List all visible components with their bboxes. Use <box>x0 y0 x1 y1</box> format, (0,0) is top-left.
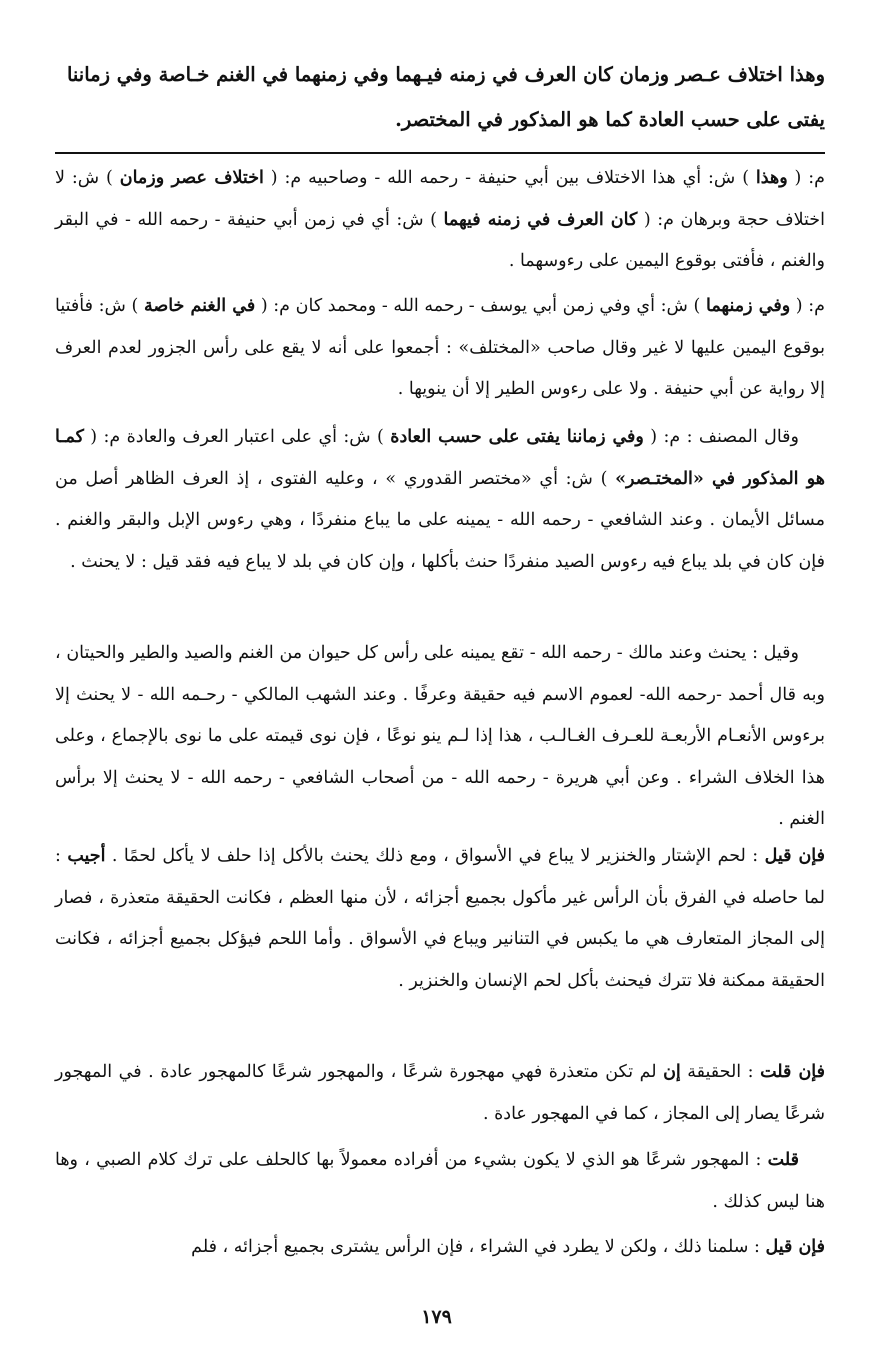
text-segment: لم تكن متعذرة فهي مهجورة شرعًا ، والمهجور شرعًا كالمهجور عادة . في المهجور شرعًا يصار إلى المجاز ، كما في المهجور عادة . <box>55 1062 825 1124</box>
bold-phrase: كمـا هو المذكور في «المختـصر» <box>55 427 825 489</box>
matn-line-2: يفتى على حسب العادة كما هو المذكور في المختصر. <box>395 108 825 131</box>
matn-text <box>55 52 825 142</box>
bold-phrase: فإن قيل <box>765 1237 825 1257</box>
text-segment: وقيل : يحنث وعند مالك - رحمه الله - تقع يمينه على رأس كل حيوان من الغنم والصيد والطير والحيتان ، وبه قال أحمد -رحمه الله- لعموم الاسم فيه حقيقة وعرفًا . وعند الشهب المالكي - رحـمه الله - لا يحنث إلا برءوس الأنعـام الأربعـة للعـرف الغـالـب ، هذا إذا لـم ينو نوعًا ، فإن نوى قيمته على ما نوى بالإجماع ، وعلى هذا الخلاف الشراء . وعن أبي هريرة - رحمه الله - من أصحاب الشافعي - رحمه الله - لا يحنث إلا برأس الغنم . <box>55 643 825 829</box>
bold-phrase: إن <box>663 1062 681 1082</box>
page-number: ١٧٩ <box>421 1306 452 1328</box>
text-segment: ) ش: لا اختلاف حجة وبرهان م: ( <box>55 168 825 230</box>
bold-phrase: اختلاف عصر وزمان <box>119 168 264 188</box>
text-segment: : لحم الإشتار والخنزير لا يباع في الأسواق ، ومع ذلك يحنث بالأكل إذا حلف لا يأكل لحمًا . <box>105 846 765 866</box>
text-segment: ) ش: أي في زمن أبي حنيفة - رحمه الله - في البقر والغنم ، فأفتى بوقوع اليمين على رءوسهما . <box>55 209 825 271</box>
text-segment: ) ش: أي وفي زمن أبي يوسف - رحمه الله - ومحمد كان م: ( <box>255 296 706 316</box>
divider-rule <box>55 152 825 154</box>
commentary-paragraph-6 <box>55 1052 825 1135</box>
text-segment: وقال المصنف : م: ( <box>643 427 799 447</box>
text-segment: ) ش: أي «مختصر القدوري » ، وعليه الفتوى ، إذ العرف الظاهر أصل من مسائل الأيمان . وعند الشافعي - رحمه الله - يمينه على ما يباع منفردًا ، وهي رءوس الإبل والبقر والغنم . فإن كان في بلد يباع فيه رءوس الصيد منفردًا حنث بأكلها ، وإن كان في بلد لا يباع فيه فقد قيل : لا يحنث . <box>55 468 825 572</box>
bold-phrase: أجيب <box>67 846 106 866</box>
bold-phrase: قلت <box>767 1150 800 1170</box>
commentary-paragraph-2 <box>55 286 825 411</box>
bold-phrase: وفي زمنهما <box>705 296 791 316</box>
text-segment: م: ( <box>790 296 825 316</box>
text-segment: ) ش: فأفتيا بوقوع اليمين عليها لا غير وقال صاحب «المختلف» : أجمعوا على أنه لا يقع على رأس الجزور لعدم العرف إلا رواية عن أبي حنيفة . ولا على رءوس الطير إلا أن ينويها . <box>55 296 825 399</box>
bold-phrase: في الغنم خاصة <box>143 296 256 316</box>
text-segment: : المهجور شرعًا هو الذي لا يكون بشيء من أفراده معمولاً بها كالحلف على ترك كلام الصبي ، وها هنا ليس كذلك . <box>55 1150 825 1212</box>
commentary-paragraph-3 <box>55 417 825 583</box>
bold-phrase: وفي زماننا يفتى على حسب العادة <box>390 427 644 447</box>
text-segment: : لما حاصله في الفرق بأن الرأس غير مأكول بجميع أجزائه ، لأن منها العظم ، فكانت الحقيقة متعذرة ، فصار إلى المجاز المتعارف هي ما يكبس في التنانير ويباع في الأسواق . وأما اللحم فيؤكل بجميع أجزائه ، فكانت الحقيقة ممكنة فلا تترك فيحنث بأكل لحم الإنسان والخنزير . <box>55 846 825 991</box>
commentary-paragraph-1 <box>55 158 825 283</box>
commentary-paragraph-8 <box>55 1227 825 1269</box>
matn-line-1: وهذا اختلاف عـصر وزمان كان العرف في زمنه فيـهما وفي زمنهما في الغنم خـاصة وفي زماننا <box>66 63 825 86</box>
bold-phrase: فإن قيل <box>764 846 825 866</box>
commentary-paragraph-5 <box>55 836 825 1002</box>
bold-phrase: وهذا <box>755 168 788 188</box>
text-segment: ) ش: أي هذا الاختلاف بين أبي حنيفة - رحمه الله - وصاحبيه م: ( <box>263 168 756 188</box>
bold-phrase: فإن قلت <box>760 1062 825 1082</box>
commentary-paragraph-4 <box>55 633 825 841</box>
commentary-paragraph-7 <box>55 1140 825 1223</box>
text-segment: : الحقيقة <box>680 1062 761 1082</box>
bold-phrase: كان العرف في زمنه فيهما <box>443 209 638 230</box>
text-segment: ) ش: أي على اعتبار العرف والعادة م: ( <box>83 427 391 447</box>
text-segment: : سلمنا ذلك ، ولكن لا يطرد في الشراء ، فإن الرأس يشترى بجميع أجزائه ، فلم <box>191 1237 766 1257</box>
text-segment: م: ( <box>787 168 825 188</box>
